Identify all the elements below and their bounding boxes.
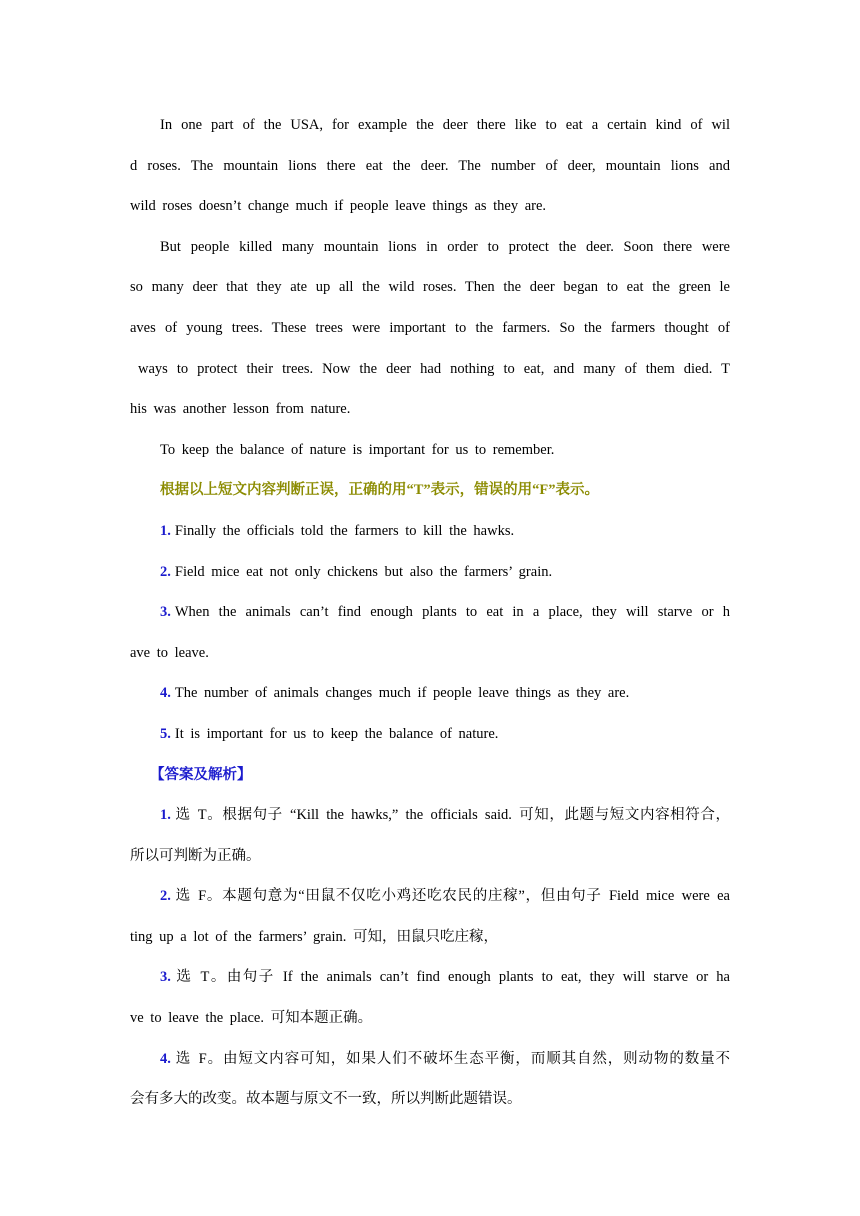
question-item [130, 714, 730, 755]
question-item [130, 511, 730, 552]
question-text: It is important for us to keep the balance of nature. [174, 725, 499, 742]
answer-list [130, 795, 730, 1120]
answer-text-continued: 所以可判断为正确。 [130, 847, 261, 864]
text-line: his was another lesson from nature. [130, 401, 351, 418]
answer-text: 选 F。本题句意为“田鼠不仅吃小鸡还吃农民的庄稼”，但由句子 Field mice were ea [174, 888, 730, 905]
question-text: Finally the officials told the farmers to kill the hawks. [174, 522, 515, 539]
text-line: But people killed many mountain lions in order to protect the deer. Soon there were [160, 238, 730, 255]
answer-item [130, 795, 730, 836]
text-line: In one part of the USA, for example the deer there like to eat a certain kind of wil [160, 117, 730, 133]
answer-text-continued: ting up a lot of the farmers’ grain. 可知，田鼠只吃庄稼， [130, 928, 499, 945]
instruction-text: 根据以上短文内容判断正误，正确的用“T”表示，错误的用“F”表示。 [160, 482, 600, 499]
text-line: aves of young trees. These trees were important to the farmers. So the farmers thought of [130, 319, 730, 336]
text-line: d roses. The mountain lions there eat the deer. The number of deer, mountain lions and [130, 157, 730, 174]
answer-section-title: 【答案及解析】 [150, 766, 252, 783]
question-item [130, 673, 730, 714]
passage-paragraph-2 [130, 227, 730, 430]
answer-number: 4. [160, 1050, 171, 1067]
answer-number: 1. [160, 807, 171, 824]
text-line: so many deer that they ate up all the wild roses. Then the deer began to eat the green le [130, 279, 730, 296]
text-line: ways to protect their trees. Now the deer had nothing to eat, and many of them died. T [138, 360, 730, 377]
answer-item [130, 957, 730, 998]
answer-text-continued: ve to leave the place. 可知本题正确。 [130, 1010, 373, 1027]
text-line: To keep the balance of nature is important for us to remember. [160, 441, 555, 458]
question-text: The number of animals changes much if people leave things as they are. [174, 685, 630, 702]
answer-text-continued: 会有多大的改变。故本题与原文不一致，所以判断此题错误。 [130, 1091, 522, 1108]
passage-paragraph-1 [130, 105, 730, 227]
question-number: 2. [160, 563, 171, 580]
answer-number: 3. [160, 969, 171, 986]
question-item [130, 592, 730, 633]
document-page [130, 105, 730, 1120]
question-list [130, 511, 730, 755]
answer-item [130, 876, 730, 917]
question-text: Field mice eat not only chickens but also the farmers’ grain. [174, 563, 553, 580]
answer-number: 2. [160, 888, 171, 905]
passage-paragraph-3 [130, 430, 730, 471]
question-text: When the animals can’t find enough plants to eat in a place, they will starve or h [174, 604, 730, 621]
answer-item [130, 1039, 730, 1080]
question-number: 1. [160, 522, 171, 539]
question-number: 5. [160, 725, 171, 742]
question-number: 4. [160, 685, 171, 702]
question-item [130, 552, 730, 593]
answer-text: 选 F。由短文内容可知，如果人们不破坏生态平衡，而顺其自然，则动物的数量不 [174, 1050, 730, 1067]
answer-text: 选 T。由句子 If the animals can’t find enough plants to eat, they will starve or ha [174, 969, 730, 986]
answer-text: 选 T。根据句子 “Kill the hawks,” the officials said. 可知，此题与短文内容相符合， [174, 807, 730, 824]
text-line: wild roses doesn’t change much if people leave things as they are. [130, 198, 547, 215]
question-text-continued: ave to leave. [130, 644, 209, 661]
question-number: 3. [160, 604, 171, 621]
